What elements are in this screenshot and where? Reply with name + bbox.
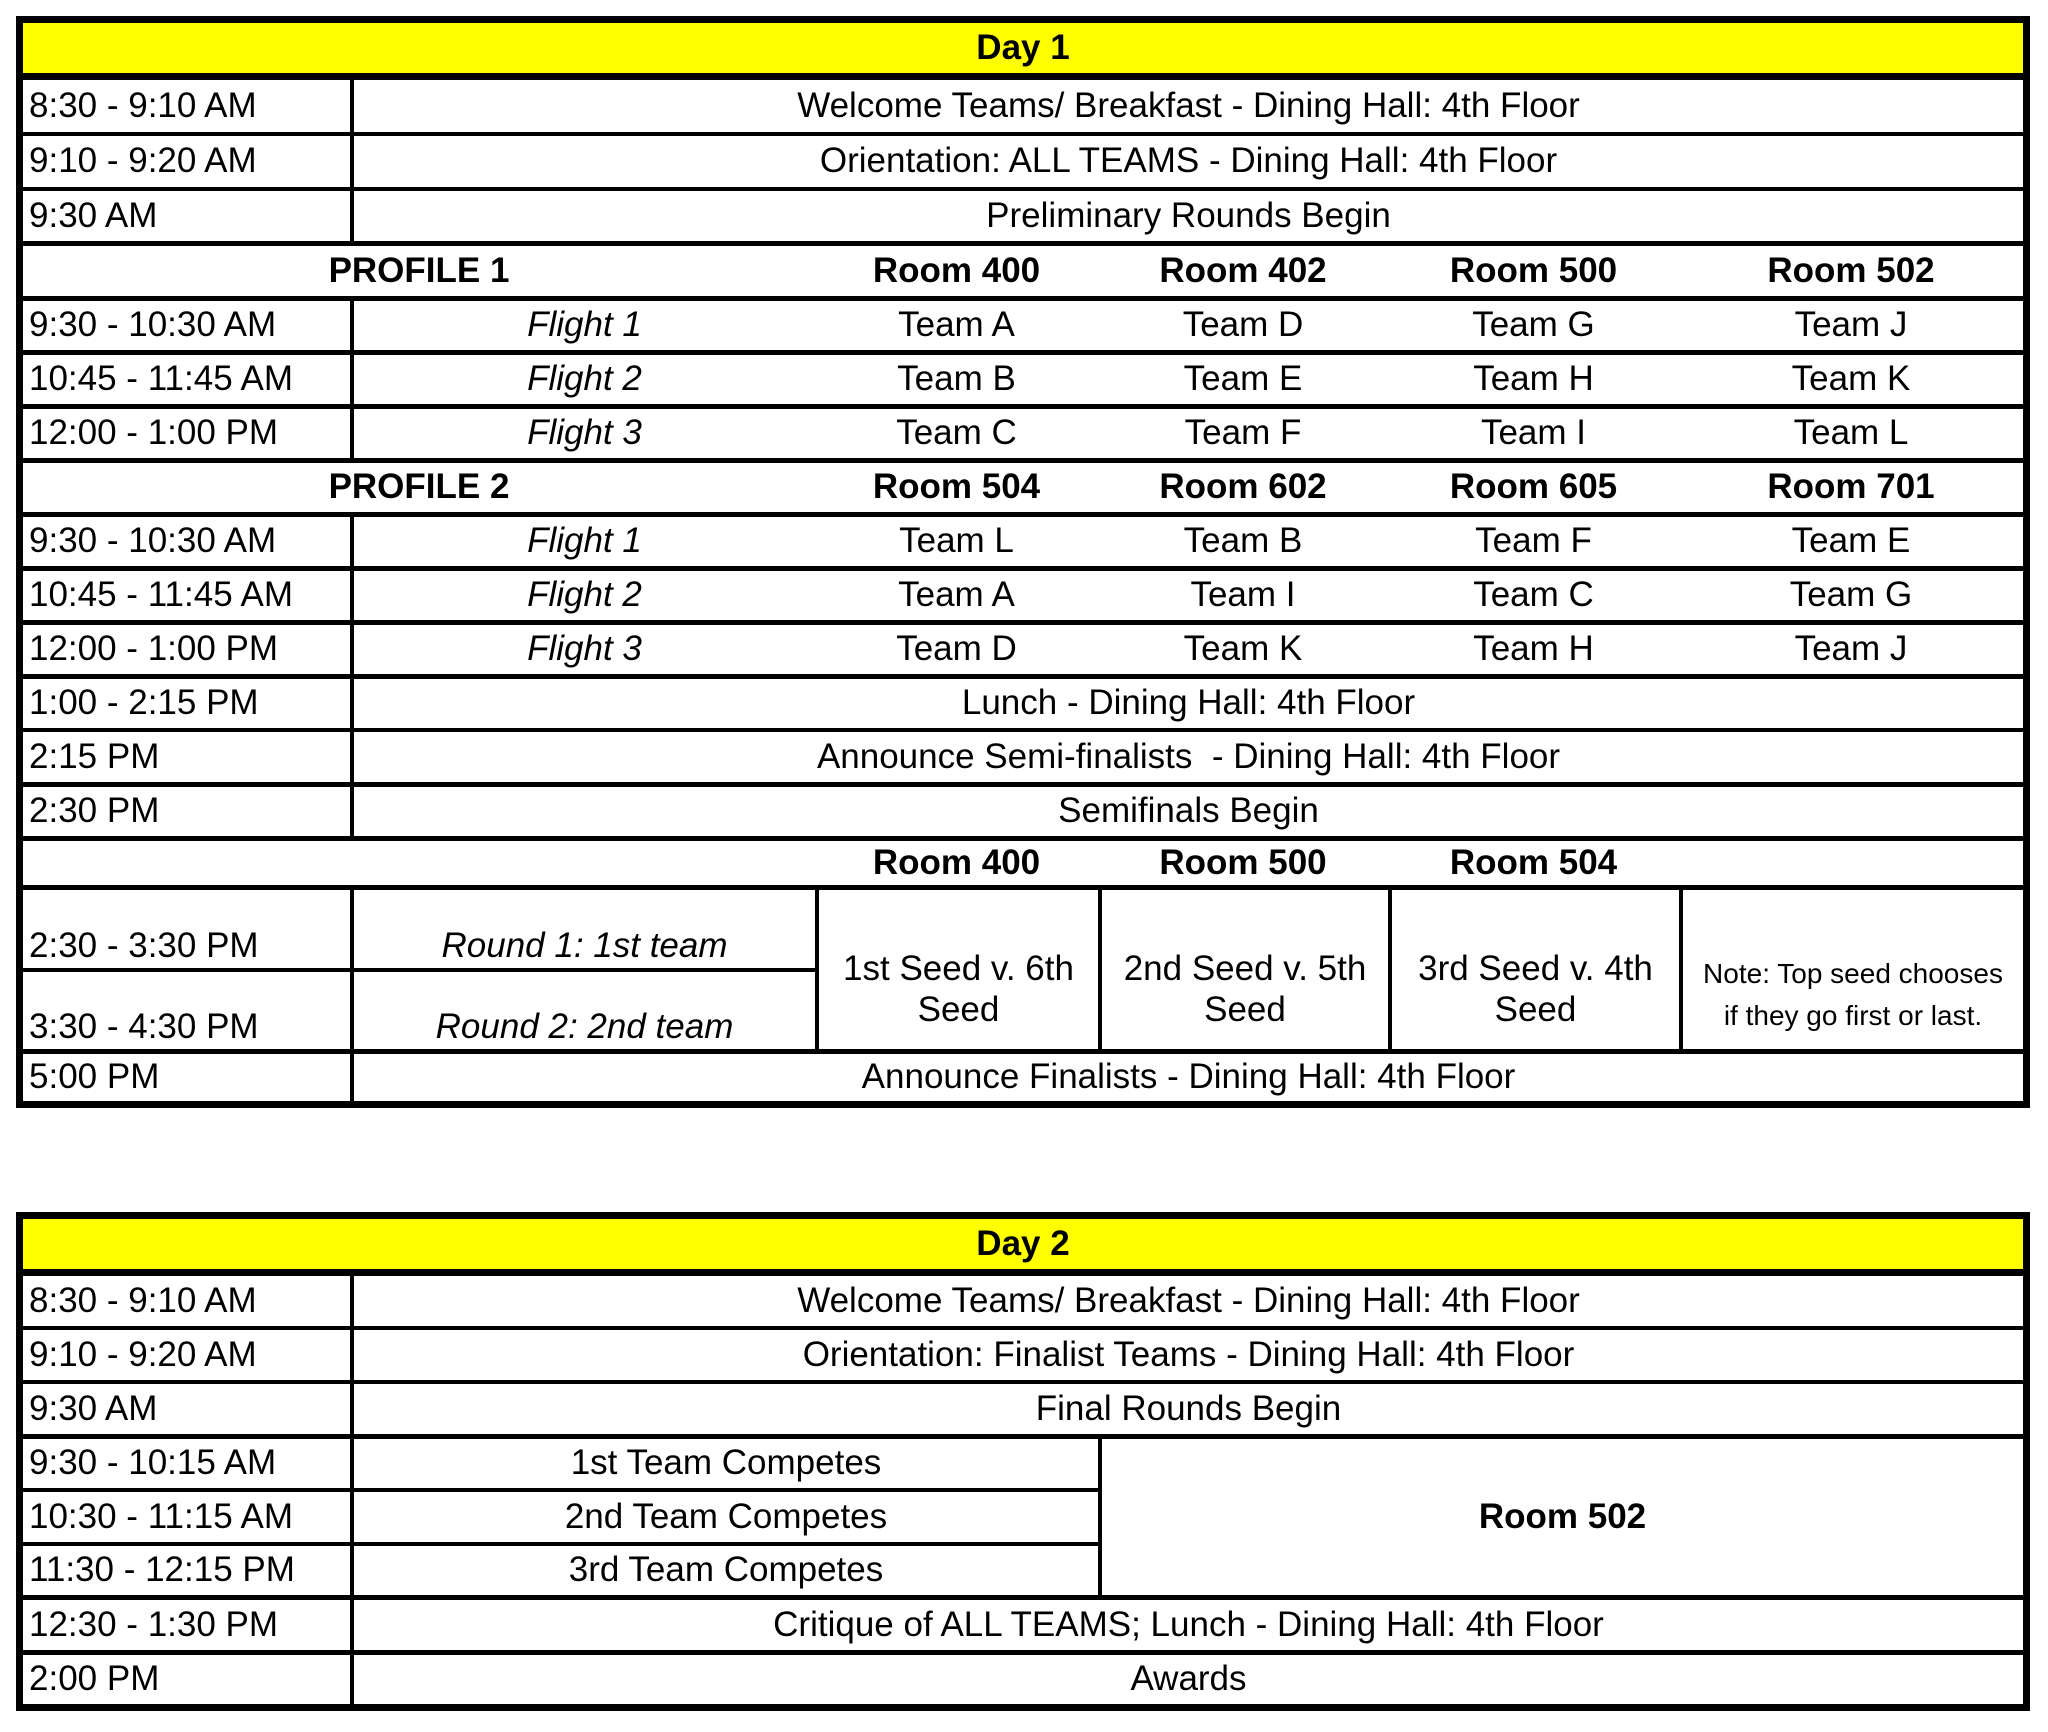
time-cell: 9:30 AM xyxy=(29,1388,158,1428)
room-header: Room 402 xyxy=(1159,250,1327,290)
team-cell: Team D xyxy=(896,629,1017,669)
event-cell: Orientation: Finalist Teams - Dining Hall: 4th Floor xyxy=(802,1334,1575,1374)
day1-title: Day 1 xyxy=(976,27,1070,67)
team-cell: Team J xyxy=(1794,305,1908,345)
divider xyxy=(350,1276,354,1704)
team-cell: Team A xyxy=(898,305,1015,345)
divider xyxy=(23,73,2023,80)
divider xyxy=(23,1269,2023,1276)
round-cell: Round 2: 2nd team xyxy=(435,1006,734,1046)
profile1-label: PROFILE 1 xyxy=(328,250,510,290)
round-cell: Round 1: 1st team xyxy=(441,925,728,965)
team-cell: Team D xyxy=(1182,305,1304,345)
room-header: Room 500 xyxy=(1449,250,1618,290)
time-cell: 10:45 - 11:45 AM xyxy=(29,359,293,399)
event-cell: Lunch - Dining Hall: 4th Floor xyxy=(961,683,1416,723)
team-cell: Team G xyxy=(1472,305,1595,345)
room-header: Room 500 xyxy=(1159,842,1327,882)
time-cell: 9:30 AM xyxy=(29,195,158,235)
time-cell: 12:00 - 1:00 PM xyxy=(29,629,279,669)
matchup-cell: 2nd Seed v. 5th Seed xyxy=(1123,949,1367,1029)
team-cell: Team I xyxy=(1480,413,1587,453)
divider xyxy=(1388,885,1392,1049)
team-cell: Team I xyxy=(1190,575,1296,615)
time-cell: 9:30 - 10:30 AM xyxy=(29,305,277,345)
event-cell: Orientation: ALL TEAMS - Dining Hall: 4th Floor xyxy=(819,141,1558,181)
divider xyxy=(350,679,354,836)
time-cell: 10:45 - 11:45 AM xyxy=(29,575,293,615)
time-cell: 9:30 - 10:15 AM xyxy=(29,1443,277,1483)
divider xyxy=(350,1054,354,1101)
room-header: Room 504 xyxy=(1449,842,1618,882)
team-cell: Team H xyxy=(1473,629,1594,669)
time-cell: 9:30 - 10:30 AM xyxy=(29,521,277,561)
time-cell: 10:30 - 11:15 AM xyxy=(29,1496,293,1536)
finals-event-cell: 2nd Team Competes xyxy=(564,1496,888,1536)
finals-event-cell: 1st Team Competes xyxy=(570,1443,882,1483)
team-cell: Team L xyxy=(899,521,1014,561)
team-cell: Team K xyxy=(1183,629,1303,669)
finals-event-cell: 3rd Team Competes xyxy=(568,1550,884,1590)
profile2-label: PROFILE 2 xyxy=(328,467,510,507)
finals-room: Room 502 xyxy=(1478,1496,1647,1536)
team-cell: Team L xyxy=(1793,413,1909,453)
flight-cell: Flight 1 xyxy=(527,305,642,345)
room-header: Room 602 xyxy=(1159,467,1327,507)
time-cell: 12:30 - 1:30 PM xyxy=(29,1604,279,1644)
room-header: Room 400 xyxy=(872,842,1041,882)
matchup-cell: 1st Seed v. 6th Seed xyxy=(843,949,1074,1029)
divider xyxy=(815,885,819,1049)
time-cell: 2:00 PM xyxy=(29,1659,160,1699)
room-header: Room 400 xyxy=(872,250,1041,290)
team-cell: Team A xyxy=(898,575,1015,615)
team-cell: Team E xyxy=(1183,359,1303,399)
time-cell: 2:15 PM xyxy=(29,736,160,776)
time-cell: 8:30 - 9:10 AM xyxy=(29,85,257,125)
team-cell: Team F xyxy=(1475,521,1592,561)
event-cell: Critique of ALL TEAMS; Lunch - Dining Hall: 4th Floor xyxy=(773,1604,1604,1644)
event-cell: Announce Semi-finalists - Dining Hall: 4th Floor xyxy=(816,736,1561,776)
time-cell: 2:30 - 3:30 PM xyxy=(29,925,259,965)
divider xyxy=(1098,885,1102,1049)
time-cell: 11:30 - 12:15 PM xyxy=(29,1550,295,1590)
flight-cell: Flight 3 xyxy=(527,413,642,453)
team-cell: Team E xyxy=(1791,521,1911,561)
event-cell: Final Rounds Begin xyxy=(1035,1388,1342,1428)
divider xyxy=(350,80,354,241)
team-cell: Team B xyxy=(897,359,1016,399)
room-header: Room 502 xyxy=(1767,250,1935,290)
flight-cell: Flight 2 xyxy=(527,575,642,615)
room-header: Room 605 xyxy=(1449,467,1618,507)
divider xyxy=(350,301,354,458)
matchup-cell: 3rd Seed v. 4th Seed xyxy=(1418,949,1653,1029)
event-cell: Welcome Teams/ Breakfast - Dining Hall: 4th Floor xyxy=(797,1280,1580,1320)
team-cell: Team G xyxy=(1789,575,1913,615)
event-cell: Announce Finalists - Dining Hall: 4th Floor xyxy=(861,1057,1516,1097)
team-cell: Team H xyxy=(1473,359,1594,399)
semis-note: Note: Top seed chooses if they go first or last. xyxy=(1703,957,2003,1031)
flight-cell: Flight 1 xyxy=(527,521,642,561)
time-cell: 3:30 - 4:30 PM xyxy=(29,1006,259,1046)
time-cell: 9:10 - 9:20 AM xyxy=(29,1334,257,1374)
day2-title: Day 2 xyxy=(976,1223,1070,1263)
team-cell: Team C xyxy=(1473,575,1594,615)
team-cell: Team K xyxy=(1791,359,1911,399)
flight-cell: Flight 2 xyxy=(527,359,642,399)
time-cell: 2:30 PM xyxy=(29,791,160,831)
divider xyxy=(1679,885,1683,1049)
event-cell: Semifinals Begin xyxy=(1058,791,1319,831)
team-cell: Team C xyxy=(896,413,1017,453)
event-cell: Welcome Teams/ Breakfast - Dining Hall: 4th Floor xyxy=(797,85,1580,125)
team-cell: Team F xyxy=(1184,413,1302,453)
event-cell: Awards xyxy=(1130,1659,1247,1699)
time-cell: 9:10 - 9:20 AM xyxy=(29,141,257,181)
event-cell: Preliminary Rounds Begin xyxy=(986,195,1391,235)
room-header: Room 504 xyxy=(872,467,1041,507)
day2-schedule-table xyxy=(16,1212,2030,1711)
team-cell: Team B xyxy=(1183,521,1303,561)
time-cell: 12:00 - 1:00 PM xyxy=(29,413,279,453)
time-cell: 5:00 PM xyxy=(29,1057,160,1097)
divider xyxy=(1098,1439,1102,1595)
flight-cell: Flight 3 xyxy=(527,629,642,669)
day1-schedule-table xyxy=(16,16,2030,1108)
time-cell: 8:30 - 9:10 AM xyxy=(29,1280,257,1320)
room-header: Room 701 xyxy=(1767,467,1935,507)
divider xyxy=(350,517,354,674)
divider xyxy=(350,885,354,1049)
time-cell: 1:00 - 2:15 PM xyxy=(29,683,259,723)
team-cell: Team J xyxy=(1794,629,1908,669)
